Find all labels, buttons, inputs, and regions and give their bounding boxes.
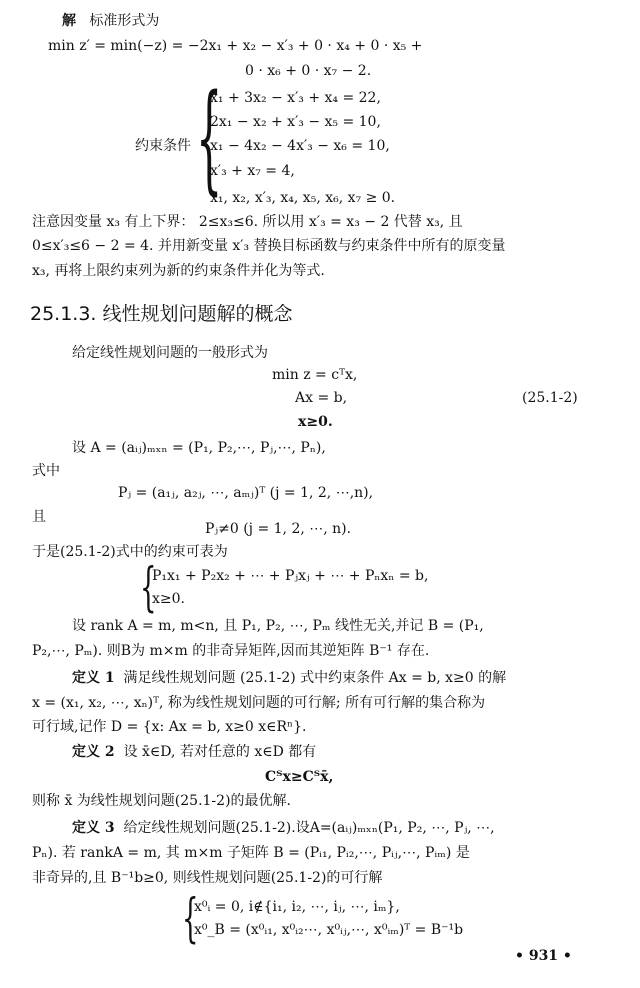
def3-label: 定义 3 (72, 820, 115, 836)
constraint-2: 2x₁ − x₂ + x′₃ − x₅ = 10, (210, 114, 381, 130)
def1-line-2: x = (x₁, x₂, ⋯, xₙ)ᵀ, 称为线性规划问题的可行解; 所有可行解的集合称为 (32, 695, 486, 711)
objective-line-1: min z′ = min(−z) = −2x₁ + x₂ − x′₃ + 0 · x₄ + 0 · x₅ + (48, 38, 423, 54)
def3-sys-2: x⁰_B = (x⁰ᵢ₁, x⁰ᵢ₂⋯, x⁰ᵢⱼ,⋯, x⁰ᵢₘ)ᵀ = B⁻¹b (194, 922, 464, 938)
general-form-intro: 给定线性规划问题的一般形式为 (72, 345, 268, 361)
constraints-intro: 于是(25.1-2)式中的约束可表为 (32, 544, 228, 560)
set-a: 设 A = (aᵢⱼ)ₘₓₙ = (P₁, P₂,⋯, Pⱼ,⋯, Pₙ), (72, 440, 326, 456)
section-heading: 25.1.3. 线性规划问题解的概念 (30, 303, 293, 325)
constraint-1: x₁ + 3x₂ − x′₃ + x₄ = 22, (210, 90, 381, 106)
def3-text: 给定线性规划问题(25.1-2).设A=(aᵢⱼ)ₘₓₙ(P₁, P₂, ⋯, Pⱼ, ⋯, (123, 820, 495, 836)
equation-number: (25.1-2) (522, 390, 578, 406)
pj-nonzero: Pⱼ≠0 (j = 1, 2, ⋯, n). (205, 521, 352, 537)
def2-label: 定义 2 (72, 744, 115, 760)
page-number: • 931 • (515, 948, 572, 964)
rank-line-1: 设 rank A = m, m<n, 且 P₁, P₂, ⋯, Pₘ 线性无关,并记 B = (P₁, (72, 618, 484, 634)
def2-conclusion: 则称 x̄ 为线性规划问题(25.1-2)的最优解. (32, 793, 291, 809)
eq-objective: min z = cᵀx, (272, 367, 358, 383)
constraint-5: x₁, x₂, x′₃, x₄, x₅, x₆, x₇ ≥ 0. (210, 190, 396, 206)
note-line-2: 0≤x′₃≤6 − 2 = 4. 并用新变量 x′₃ 替换目标函数与约束条件中所有的原变量 (32, 238, 506, 254)
and-label: 且 (32, 509, 46, 525)
constraint-4: x′₃ + x₇ = 4, (210, 163, 295, 179)
def1-line-1 (72, 669, 506, 687)
def2-line (72, 743, 316, 761)
constraint-sys-2: x≥0. (152, 591, 185, 607)
constraints-label: 约束条件 (135, 138, 191, 154)
constraint-sys-1: P₁x₁ + P₂x₂ + ⋯ + Pⱼxⱼ + ⋯ + Pₙxₙ = b, (152, 568, 429, 584)
eq-constraint: Ax = b, (295, 390, 348, 406)
note-line-3: x₃, 再将上限约束列为新的约束条件并化为等式. (32, 263, 325, 279)
def2-equation: Cᵀx≥Cᵀx̄, (265, 769, 334, 785)
where-label: 式中 (32, 463, 60, 479)
rank-line-2: P₂,⋯, Pₘ). 则B为 m×m 的非奇异矩阵,因而其逆矩阵 B⁻¹ 存在. (32, 643, 430, 659)
def3-line-3: 非奇异的,且 B⁻¹b≥0, 则线性规划问题(25.1-2)的可行解 (32, 870, 383, 886)
solution-intro-text: 标准形式为 (89, 13, 160, 29)
def3-sys-1: x⁰ᵢ = 0, i∉{i₁, i₂, ⋯, iⱼ, ⋯, iₘ}, (194, 899, 400, 915)
pj-definition: Pⱼ = (a₁ⱼ, a₂ⱼ, ⋯, aₘⱼ)ᵀ (j = 1, 2, ⋯,n), (118, 485, 374, 501)
constraint-3: x₁ − 4x₂ − 4x′₃ − x₆ = 10, (210, 138, 390, 154)
def3-line-1 (72, 819, 495, 837)
solution-label: 解 (62, 13, 76, 29)
solution-intro (62, 12, 159, 30)
note-line-1: 注意因变量 x₃ 有上下界： 2≤x₃≤6. 所以用 x′₃ = x₃ − 2 代替 x₃, 且 (32, 214, 463, 230)
brace-icon: { (182, 889, 199, 949)
brace-icon: { (196, 68, 223, 206)
def1-text: 满足线性规划问题 (25.1-2) 式中约束条件 Ax = b, x≥0 的解 (123, 670, 507, 686)
brace-icon: { (140, 558, 157, 618)
def1-line-3: 可行域,记作 D = {x: Ax = b, x≥0 x∈Rⁿ}. (32, 719, 307, 735)
def2-text: 设 x̄∈D, 若对任意的 x∈D 都有 (123, 744, 317, 760)
eq-nonneg: x≥0. (298, 414, 333, 430)
objective-line-2: 0 · x₆ + 0 · x₇ − 2. (245, 63, 372, 79)
def3-line-2: Pₙ). 若 rankA = m, 其 m×m 子矩阵 B = (Pᵢ₁, Pᵢ₂,⋯, Pᵢⱼ,⋯, Pᵢₘ) 是 (32, 845, 470, 861)
def1-label: 定义 1 (72, 670, 115, 686)
